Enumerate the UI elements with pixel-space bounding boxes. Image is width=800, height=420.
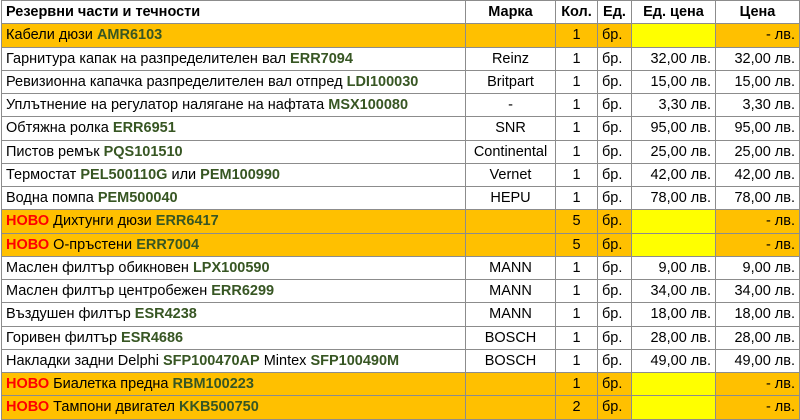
brand-cell: SNR (466, 117, 556, 140)
table-row (2, 210, 800, 233)
table-row (2, 94, 800, 117)
qty-cell: 5 (556, 233, 598, 256)
brand-cell: HEPU (466, 187, 556, 210)
price-cell: 95,00 лв. (716, 117, 800, 140)
part-name-cell (2, 326, 466, 349)
part-code: PEL500110G (80, 166, 168, 183)
unit-price-cell: 34,00 лв. (632, 280, 716, 303)
part-name: Накладки задни Delphi (6, 352, 163, 369)
unit-price-cell: 42,00 лв. (632, 163, 716, 186)
table-row (2, 70, 800, 93)
part-code: LDI100030 (346, 73, 419, 90)
part-name: Тампони двигател (49, 399, 179, 416)
part-code: ESR4238 (134, 306, 197, 323)
unit-cell: бр. (598, 256, 632, 279)
price-cell: 9,00 лв. (716, 256, 800, 279)
qty-cell: 1 (556, 70, 598, 93)
price-cell: 28,00 лв. (716, 326, 800, 349)
qty-cell: 5 (556, 210, 598, 233)
price-cell: 34,00 лв. (716, 280, 800, 303)
header-brand: Марка (466, 1, 556, 24)
part-name: Уплътнение на регулатор налягане на нафтата (6, 97, 329, 114)
unit-cell: бр. (598, 280, 632, 303)
qty-cell: 1 (556, 326, 598, 349)
unit-price-cell: 15,00 лв. (632, 70, 716, 93)
brand-cell: BOSCH (466, 326, 556, 349)
unit-cell: бр. (598, 94, 632, 117)
brand-cell (466, 373, 556, 396)
part-code: ERR6951 (112, 120, 176, 137)
brand-cell: MANN (466, 280, 556, 303)
table-row (2, 24, 800, 47)
qty-cell: 1 (556, 94, 598, 117)
qty-cell: 1 (556, 163, 598, 186)
table-row (2, 396, 800, 419)
table-row (2, 47, 800, 70)
price-cell: 78,00 лв. (716, 187, 800, 210)
unit-cell: бр. (598, 373, 632, 396)
part-name: Въздушен филтър (6, 306, 135, 323)
price-cell: - лв. (716, 396, 800, 419)
unit-cell: бр. (598, 396, 632, 419)
part-name: Пистов ремък (6, 143, 104, 160)
unit-price-cell: 18,00 лв. (632, 303, 716, 326)
unit-price-cell: 28,00 лв. (632, 326, 716, 349)
unit-cell: бр. (598, 187, 632, 210)
price-cell: 49,00 лв. (716, 349, 800, 372)
part-name: Дихтунги дюзи (49, 213, 156, 230)
price-cell: - лв. (716, 210, 800, 233)
part-name-cell (2, 349, 466, 372)
part-code: PQS101510 (103, 143, 183, 160)
table-row (2, 373, 800, 396)
part-name-cell (2, 163, 466, 186)
qty-cell: 1 (556, 187, 598, 210)
header-name: Резервни части и течности (2, 1, 466, 24)
unit-cell: бр. (598, 24, 632, 47)
header-price: Цена (716, 1, 800, 24)
part-code: PEM500040 (97, 190, 178, 207)
table-body (2, 24, 800, 419)
new-badge: НОВО (6, 213, 50, 230)
unit-cell: бр. (598, 47, 632, 70)
unit-price-cell (632, 24, 716, 47)
part-name: Гарнитура капак на разпределителен вал (6, 50, 291, 67)
part-name: О-пръстени (49, 236, 137, 253)
qty-cell: 2 (556, 396, 598, 419)
unit-price-cell (632, 210, 716, 233)
brand-cell: MANN (466, 303, 556, 326)
unit-price-cell: 49,00 лв. (632, 349, 716, 372)
price-cell: 15,00 лв. (716, 70, 800, 93)
part-code: ERR6299 (211, 283, 275, 300)
new-badge: НОВО (6, 376, 50, 393)
part-name: Термостат (6, 166, 81, 183)
part-name-extra: Mintex (259, 352, 311, 369)
part-name: Водна помпа (6, 190, 98, 207)
brand-cell (466, 233, 556, 256)
unit-price-cell: 95,00 лв. (632, 117, 716, 140)
price-cell: 42,00 лв. (716, 163, 800, 186)
unit-cell: бр. (598, 326, 632, 349)
part-name-cell (2, 303, 466, 326)
price-cell: 3,30 лв. (716, 94, 800, 117)
table-row (2, 187, 800, 210)
unit-price-cell: 78,00 лв. (632, 187, 716, 210)
table-row (2, 280, 800, 303)
table-row (2, 117, 800, 140)
part-name-extra: или (167, 166, 201, 183)
parts-table (1, 0, 800, 420)
part-code: KKB500750 (179, 399, 259, 416)
brand-cell: MANN (466, 256, 556, 279)
unit-cell: бр. (598, 163, 632, 186)
unit-cell: бр. (598, 303, 632, 326)
header-qty: Кол. (556, 1, 598, 24)
brand-cell (466, 396, 556, 419)
unit-price-cell: 32,00 лв. (632, 47, 716, 70)
unit-price-cell (632, 233, 716, 256)
qty-cell: 1 (556, 349, 598, 372)
unit-price-cell: 25,00 лв. (632, 140, 716, 163)
qty-cell: 1 (556, 280, 598, 303)
unit-price-cell: 3,30 лв. (632, 94, 716, 117)
brand-cell: Vernet (466, 163, 556, 186)
qty-cell: 1 (556, 303, 598, 326)
table-row (2, 256, 800, 279)
table-row (2, 303, 800, 326)
header-row (2, 1, 800, 24)
part-code: MSX100080 (328, 97, 409, 114)
part-name-cell (2, 187, 466, 210)
part-name-cell (2, 94, 466, 117)
part-name-cell (2, 210, 466, 233)
part-code: SFP100470AP (162, 352, 260, 369)
part-code: ESR4686 (121, 329, 184, 346)
unit-cell: бр. (598, 140, 632, 163)
part-code: AMR6103 (96, 27, 163, 44)
price-cell: - лв. (716, 24, 800, 47)
unit-cell: бр. (598, 117, 632, 140)
part-code: RBM100223 (172, 376, 254, 393)
part-name-cell (2, 233, 466, 256)
table-row (2, 163, 800, 186)
unit-cell: бр. (598, 210, 632, 233)
part-code: ERR7094 (290, 50, 353, 67)
part-name-cell (2, 117, 466, 140)
unit-cell: бр. (598, 349, 632, 372)
qty-cell: 1 (556, 117, 598, 140)
part-name-cell (2, 280, 466, 303)
header-unit: Ед. (598, 1, 632, 24)
part-name: Горивен филтър (6, 329, 122, 346)
part-name: Кабели дюзи (6, 27, 97, 44)
brand-cell (466, 210, 556, 233)
price-cell: 25,00 лв. (716, 140, 800, 163)
part-code: LPX100590 (192, 259, 270, 276)
part-code: ERR6417 (155, 213, 219, 230)
brand-cell: BOSCH (466, 349, 556, 372)
unit-price-cell: 9,00 лв. (632, 256, 716, 279)
part-name: Ревизионна капачка разпределителен вал отпред (6, 73, 347, 90)
qty-cell: 1 (556, 47, 598, 70)
unit-cell: бр. (598, 70, 632, 93)
qty-cell: 1 (556, 373, 598, 396)
part-code: ERR7004 (136, 236, 200, 253)
table-row (2, 326, 800, 349)
part-name: Обтяжна ролка (6, 120, 113, 137)
part-name: Маслен филтър центробежен (6, 283, 212, 300)
price-cell: 18,00 лв. (716, 303, 800, 326)
part-name-cell (2, 70, 466, 93)
qty-cell: 1 (556, 140, 598, 163)
table-row (2, 140, 800, 163)
price-cell: 32,00 лв. (716, 47, 800, 70)
unit-price-cell (632, 373, 716, 396)
header-unit-price: Ед. цена (632, 1, 716, 24)
part-name: Маслен филтър обикновен (6, 259, 193, 276)
part-name-cell (2, 396, 466, 419)
part-name-cell (2, 256, 466, 279)
unit-price-cell (632, 396, 716, 419)
brand-cell (466, 24, 556, 47)
part-name-cell (2, 140, 466, 163)
new-badge: НОВО (6, 399, 50, 416)
qty-cell: 1 (556, 256, 598, 279)
table-row (2, 233, 800, 256)
brand-cell: Continental (466, 140, 556, 163)
price-cell: - лв. (716, 233, 800, 256)
part-code-alt: PEM100990 (200, 166, 280, 183)
part-name-cell (2, 47, 466, 70)
qty-cell: 1 (556, 24, 598, 47)
brand-cell: - (466, 94, 556, 117)
part-name-cell (2, 373, 466, 396)
table-row (2, 349, 800, 372)
price-cell: - лв. (716, 373, 800, 396)
brand-cell: Britpart (466, 70, 556, 93)
brand-cell: Reinz (466, 47, 556, 70)
part-name: Биалетка предна (49, 376, 173, 393)
part-name-cell (2, 24, 466, 47)
unit-cell: бр. (598, 233, 632, 256)
new-badge: НОВО (6, 236, 50, 253)
part-code-alt: SFP100490M (310, 352, 400, 369)
